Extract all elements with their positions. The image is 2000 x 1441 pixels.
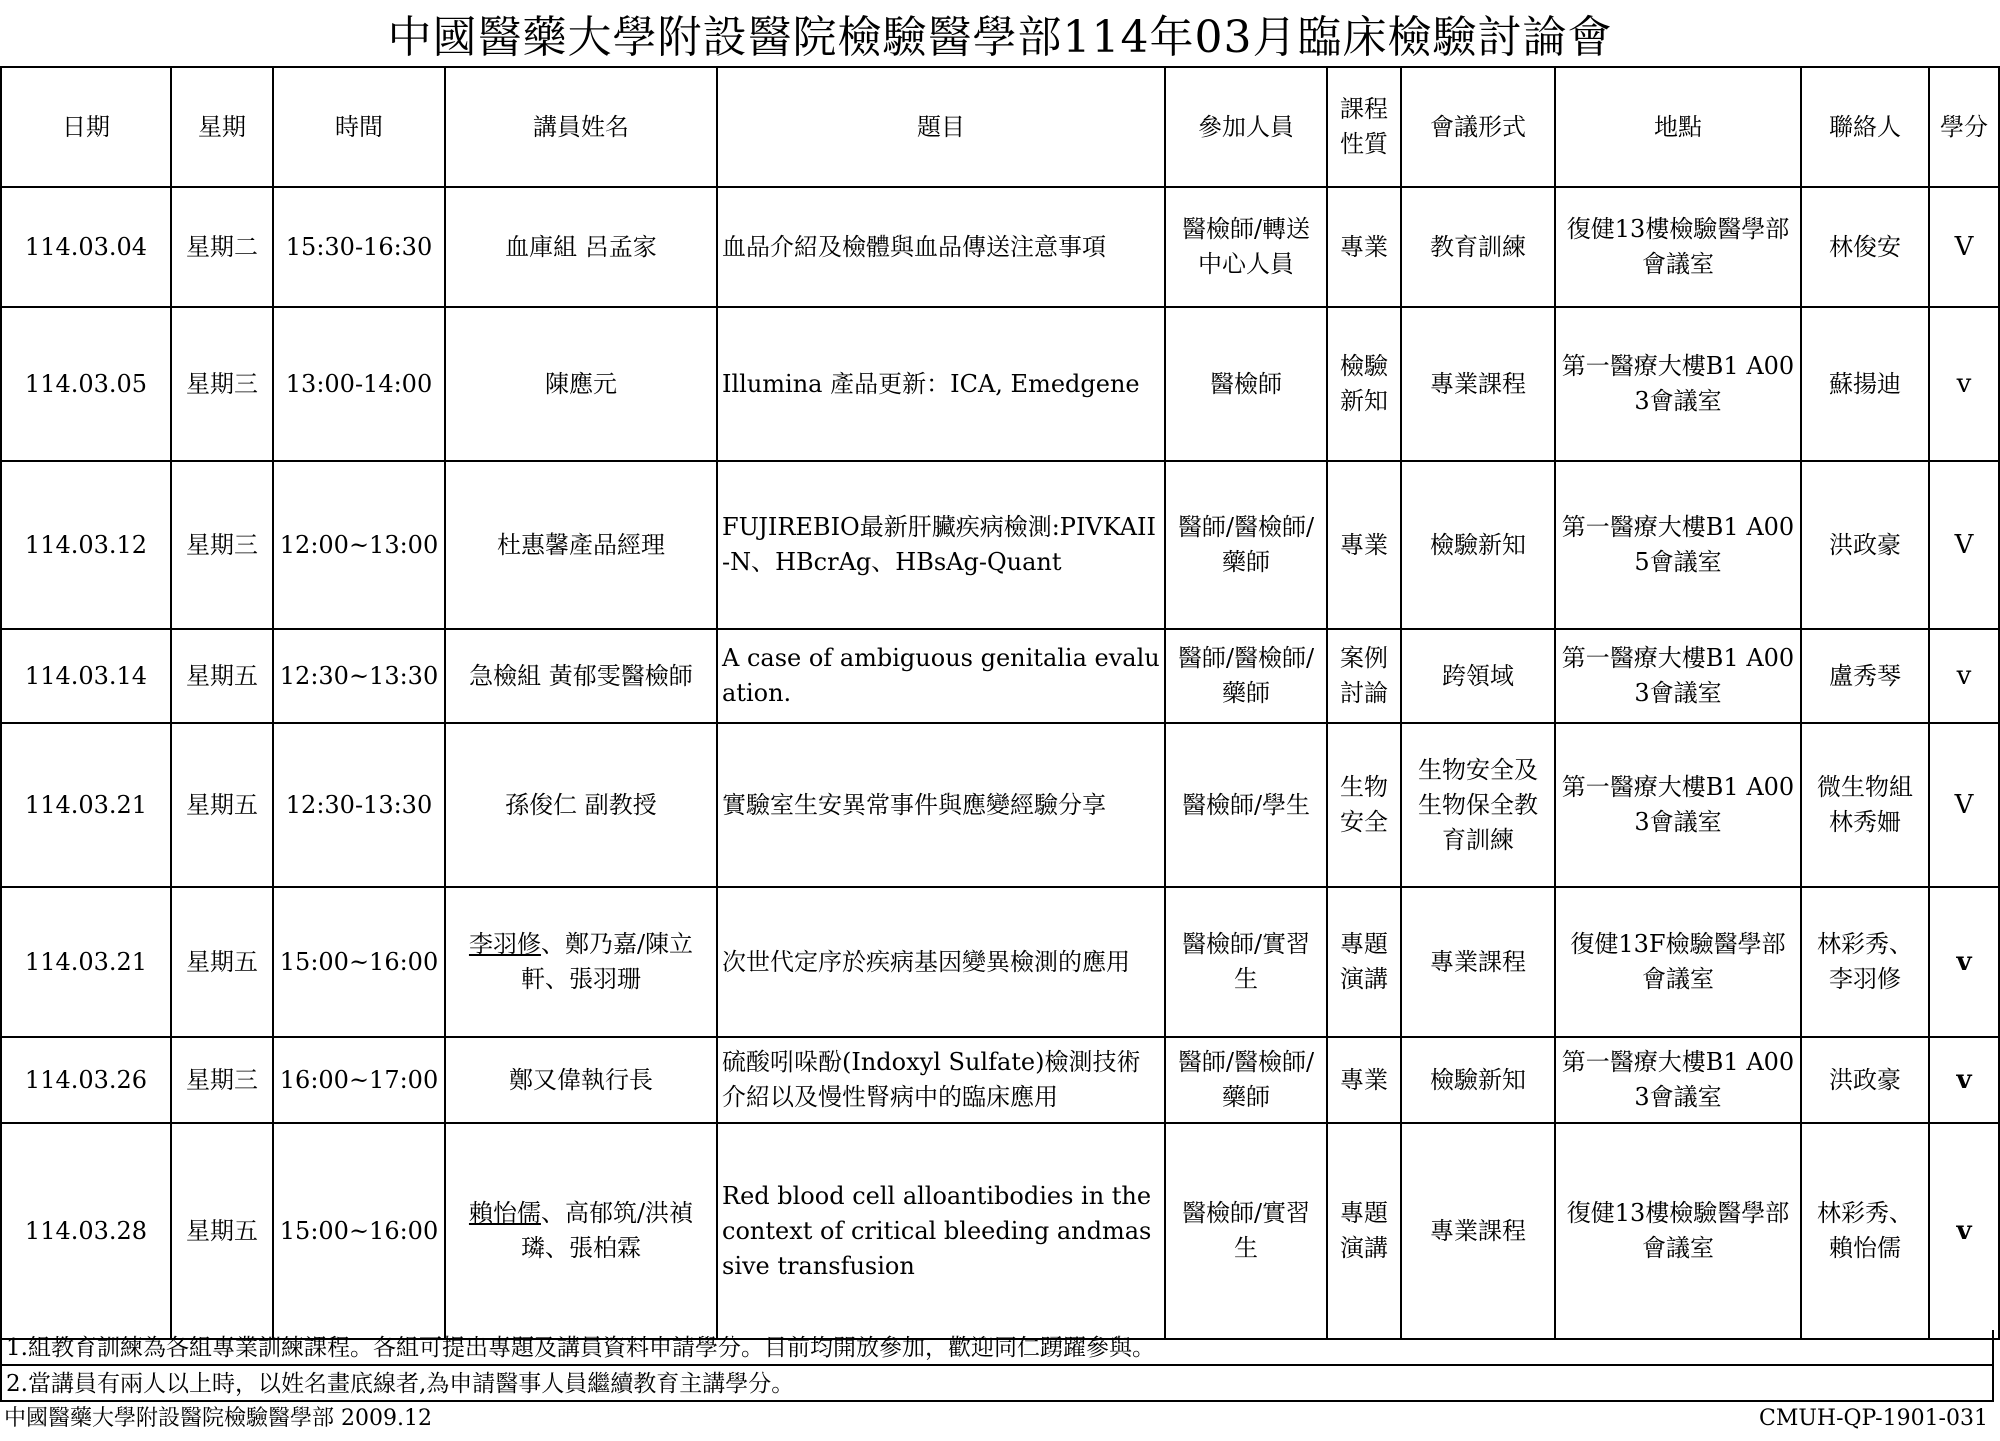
cell-weekday: 星期三 — [171, 1037, 273, 1123]
cell-contact: 蘇揚迪 — [1801, 307, 1929, 461]
cell-credit: v — [1929, 887, 1999, 1037]
cell-time: 13:00-14:00 — [273, 307, 445, 461]
cell-topic: 血品介紹及檢體與血品傳送注意事項 — [717, 187, 1165, 307]
cell-weekday: 星期五 — [171, 1123, 273, 1339]
note-1: 1.組教育訓練為各組專業訓練課程。各組可提出專題及講員資料申請學分。目前均開放參加，歡迎同仁踴躍參與。 — [0, 1330, 1994, 1366]
cell-contact: 林彩秀、李羽修 — [1801, 887, 1929, 1037]
cell-time: 15:00~16:00 — [273, 887, 445, 1037]
cell-weekday: 星期五 — [171, 723, 273, 887]
cell-nature: 專題演講 — [1327, 887, 1401, 1037]
header-speaker: 講員姓名 — [445, 67, 717, 187]
header-nature: 課程性質 — [1327, 67, 1401, 187]
cell-location: 第一醫療大樓B1 A003會議室 — [1555, 723, 1801, 887]
table-row — [1, 1037, 1999, 1123]
cell-format: 檢驗新知 — [1401, 1037, 1555, 1123]
cell-contact: 盧秀琴 — [1801, 629, 1929, 723]
cell-nature: 專業 — [1327, 461, 1401, 629]
header-date: 日期 — [1, 67, 171, 187]
speaker-underlined-name: 李羽修 — [468, 930, 541, 958]
cell-format: 檢驗新知 — [1401, 461, 1555, 629]
cell-time: 12:30-13:30 — [273, 723, 445, 887]
cell-topic: 實驗室生安異常事件與應變經驗分享 — [717, 723, 1165, 887]
cell-nature: 檢驗新知 — [1327, 307, 1401, 461]
cell-participants: 醫師/醫檢師/藥師 — [1165, 1037, 1327, 1123]
cell-location: 第一醫療大樓B1 A003會議室 — [1555, 307, 1801, 461]
cell-speaker: 鄭又偉執行長 — [445, 1037, 717, 1123]
header-time: 時間 — [273, 67, 445, 187]
cell-date: 114.03.12 — [1, 461, 171, 629]
seminar-schedule-table — [0, 66, 2000, 1340]
cell-location: 第一醫療大樓B1 A005會議室 — [1555, 461, 1801, 629]
cell-participants: 醫檢師 — [1165, 307, 1327, 461]
cell-date: 114.03.05 — [1, 307, 171, 461]
speaker-other-names: 、鄭乃嘉/陳立軒、張羽珊 — [521, 930, 694, 993]
cell-time: 16:00~17:00 — [273, 1037, 445, 1123]
page-title: 中國醫藥大學附設醫院檢驗醫學部114年03月臨床檢驗討論會 — [387, 12, 1613, 63]
cell-nature: 專題演講 — [1327, 1123, 1401, 1339]
cell-date: 114.03.26 — [1, 1037, 171, 1123]
cell-credit: v — [1929, 629, 1999, 723]
header-credit: 學分 — [1929, 67, 1999, 187]
cell-topic: 硫酸吲哚酚(Indoxyl Sulfate)檢測技術介紹以及慢性腎病中的臨床應用 — [717, 1037, 1165, 1123]
table-row — [1, 1123, 1999, 1339]
cell-contact: 洪政豪 — [1801, 1037, 1929, 1123]
cell-contact: 林俊安 — [1801, 187, 1929, 307]
table-row — [1, 723, 1999, 887]
cell-location: 第一醫療大樓B1 A003會議室 — [1555, 629, 1801, 723]
cell-date: 114.03.21 — [1, 723, 171, 887]
cell-format: 專業課程 — [1401, 1123, 1555, 1339]
cell-speaker: 杜惠馨產品經理 — [445, 461, 717, 629]
cell-speaker: 陳應元 — [445, 307, 717, 461]
footer — [0, 1401, 2000, 1437]
table-header-row — [1, 67, 1999, 187]
cell-time: 15:30-16:30 — [273, 187, 445, 307]
table-row — [1, 887, 1999, 1037]
cell-topic: FUJIREBIO最新肝臟疾病檢測:PIVKAII-N、HBcrAg、HBsAg-Quant — [717, 461, 1165, 629]
footer-form-code: CMUH-QP-1901-031 — [1758, 1406, 1988, 1431]
cell-credit: v — [1929, 1037, 1999, 1123]
cell-nature: 專業 — [1327, 1037, 1401, 1123]
cell-weekday: 星期五 — [171, 887, 273, 1037]
cell-participants: 醫檢師/轉送中心人員 — [1165, 187, 1327, 307]
cell-topic: 次世代定序於疾病基因變異檢測的應用 — [717, 887, 1165, 1037]
header-participants: 參加人員 — [1165, 67, 1327, 187]
cell-nature: 專業 — [1327, 187, 1401, 307]
footer-department-label: 中國醫藥大學附設醫院檢驗醫學部 2009.12 — [4, 1406, 432, 1431]
cell-participants: 醫師/醫檢師/藥師 — [1165, 629, 1327, 723]
header-location: 地點 — [1555, 67, 1801, 187]
cell-speaker: 血庫組 呂孟家 — [445, 187, 717, 307]
table-row — [1, 461, 1999, 629]
cell-format: 跨領域 — [1401, 629, 1555, 723]
cell-date: 114.03.04 — [1, 187, 171, 307]
cell-date: 114.03.28 — [1, 1123, 171, 1339]
cell-credit: V — [1929, 723, 1999, 887]
cell-credit: V — [1929, 187, 1999, 307]
speaker-other-names: 、高郁筑/洪禎璘、張柏霖 — [521, 1199, 694, 1262]
cell-time: 12:00~13:00 — [273, 461, 445, 629]
cell-participants: 醫檢師/學生 — [1165, 723, 1327, 887]
cell-topic: Red blood cell alloantibodies in thecontext of critical bleeding andmassive transfusion — [717, 1123, 1165, 1339]
cell-weekday: 星期三 — [171, 307, 273, 461]
cell-format: 教育訓練 — [1401, 187, 1555, 307]
cell-topic: Illumina 產品更新：ICA, Emedgene — [717, 307, 1165, 461]
note-2: 2.當講員有兩人以上時，以姓名畫底線者,為申請醫事人員繼續教育主講學分。 — [0, 1366, 1994, 1402]
cell-speaker: 急檢組 黃郁雯醫檢師 — [445, 629, 717, 723]
cell-time: 15:00~16:00 — [273, 1123, 445, 1339]
cell-date: 114.03.21 — [1, 887, 171, 1037]
cell-participants: 醫檢師/實習生 — [1165, 887, 1327, 1037]
cell-contact: 微生物組 林秀姍 — [1801, 723, 1929, 887]
cell-speaker — [445, 1123, 717, 1339]
cell-speaker: 孫俊仁 副教授 — [445, 723, 717, 887]
cell-topic: A case of ambiguous genitalia evaluation. — [717, 629, 1165, 723]
cell-time: 12:30~13:30 — [273, 629, 445, 723]
cell-contact: 洪政豪 — [1801, 461, 1929, 629]
cell-participants: 醫師/醫檢師/藥師 — [1165, 461, 1327, 629]
cell-location: 復健13F檢驗醫學部會議室 — [1555, 887, 1801, 1037]
cell-format: 專業課程 — [1401, 887, 1555, 1037]
header-weekday: 星期 — [171, 67, 273, 187]
header-topic: 題目 — [717, 67, 1165, 187]
cell-participants: 醫檢師/實習生 — [1165, 1123, 1327, 1339]
cell-credit: V — [1929, 461, 1999, 629]
cell-contact: 林彩秀、賴怡儒 — [1801, 1123, 1929, 1339]
cell-date: 114.03.14 — [1, 629, 171, 723]
cell-weekday: 星期二 — [171, 187, 273, 307]
speaker-underlined-name: 賴怡儒 — [468, 1199, 541, 1227]
header-contact: 聯絡人 — [1801, 67, 1929, 187]
cell-nature: 生物安全 — [1327, 723, 1401, 887]
cell-weekday: 星期三 — [171, 461, 273, 629]
table-row — [1, 629, 1999, 723]
cell-credit: v — [1929, 307, 1999, 461]
header-format: 會議形式 — [1401, 67, 1555, 187]
table-row — [1, 307, 1999, 461]
table-row — [1, 187, 1999, 307]
cell-location: 第一醫療大樓B1 A003會議室 — [1555, 1037, 1801, 1123]
cell-speaker — [445, 887, 717, 1037]
cell-weekday: 星期五 — [171, 629, 273, 723]
cell-location: 復健13樓檢驗醫學部會議室 — [1555, 187, 1801, 307]
cell-location: 復健13樓檢驗醫學部會議室 — [1555, 1123, 1801, 1339]
cell-nature: 案例討論 — [1327, 629, 1401, 723]
cell-credit: v — [1929, 1123, 1999, 1339]
cell-format: 生物安全及生物保全教育訓練 — [1401, 723, 1555, 887]
cell-format: 專業課程 — [1401, 307, 1555, 461]
